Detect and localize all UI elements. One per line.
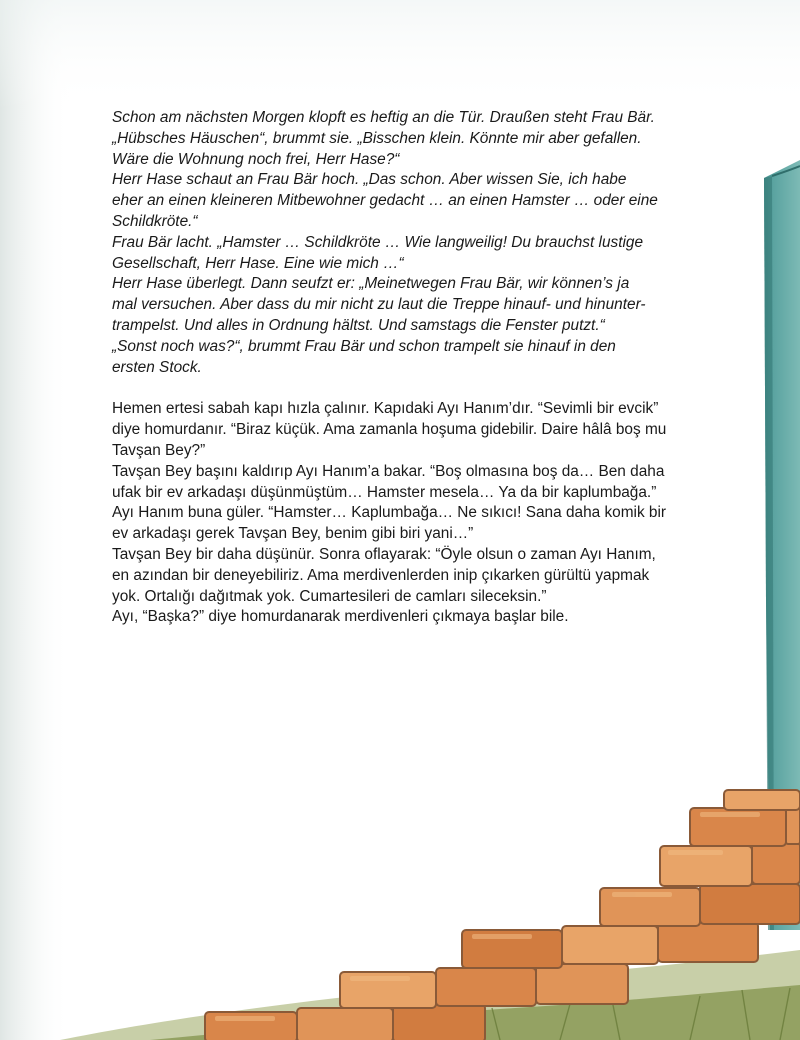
turkish-paragraph-5: Ayı, “Başka?” diye homurdanarak merdivenleri çıkmaya başlar bile. xyxy=(112,608,569,626)
german-paragraph-5: „Sonst noch was?“, brummt Frau Bär und schon trampelt sie hinauf in den ersten Stock. xyxy=(112,337,616,376)
turkish-paragraph-3: Ayı Hanım buna güler. “Hamster… Kaplumbağa… Ne sıkıcı! Sana daha komik bir ev arkadaşı gerek Tavşan Bey, benim gibi biri yani…” xyxy=(112,504,667,543)
turkish-paragraph-4: Tavşan Bey bir daha düşünür. Sonra oflayarak: “Öyle olsun o zaman Ayı Hanım, en azından bir deneyebiliriz. Ama merdivenlerden inip çıkarken gürültü yapmak yok. Ortalığı dağıtmak yok. Cumartesileri de camları sileceksin.” xyxy=(112,545,656,605)
top-wash xyxy=(0,0,800,110)
german-paragraph-3: Frau Bär lacht. „Hamster … Schildkröte … Wie langweilig! Du brauchst lustige Gesellschaft, Herr Hase. Eine wie mich …“ xyxy=(112,233,644,272)
german-paragraph-1: Schon am nächsten Morgen klopft es heftig an die Tür. Draußen steht Frau Bär. „Hübsches Häuschen“, brummt sie. „Bisschen klein. Könnte mir aber gefallen. Wäre die Wohnung noch frei, Herr Hase?“ xyxy=(112,109,655,168)
left-wash xyxy=(0,0,70,1040)
german-paragraph-4: Herr Hase überlegt. Dann seufzt er: „Meinetwegen Frau Bär, wir können’s ja mal versuchen. Aber dass du mir nicht zu laut die Treppe hinauf- und hinunter- trampelst. Und alles in Ordnung hältst. Und samstags die Fenster putzt.“ xyxy=(112,275,646,334)
story-text xyxy=(112,108,692,628)
german-paragraph-2: Herr Hase schaut an Frau Bär hoch. „Das schon. Aber wissen Sie, ich habe eher an einen kleineren Mitbewohner gedacht … an einen Hamster … oder eine Schildkröte.“ xyxy=(112,171,658,230)
turkish-paragraph-1: Hemen ertesi sabah kapı hızla çalınır. Kapıdaki Ayı Hanım’dır. “Sevimli bir evcik” diye homurdanır. “Biraz küçük. Ama zamanla hoşuma gidebilir. Daire hâlâ boş mu Tavşan Bey?” xyxy=(112,400,667,459)
turkish-paragraph-2: Tavşan Bey başını kaldırıp Ayı Hanım’a bakar. “Boş olmasına boş da… Ben daha ufak bir ev arkadaşı düşünmüştüm… Hamster mesela… Ya da bir kaplumbağa.” xyxy=(112,462,665,501)
